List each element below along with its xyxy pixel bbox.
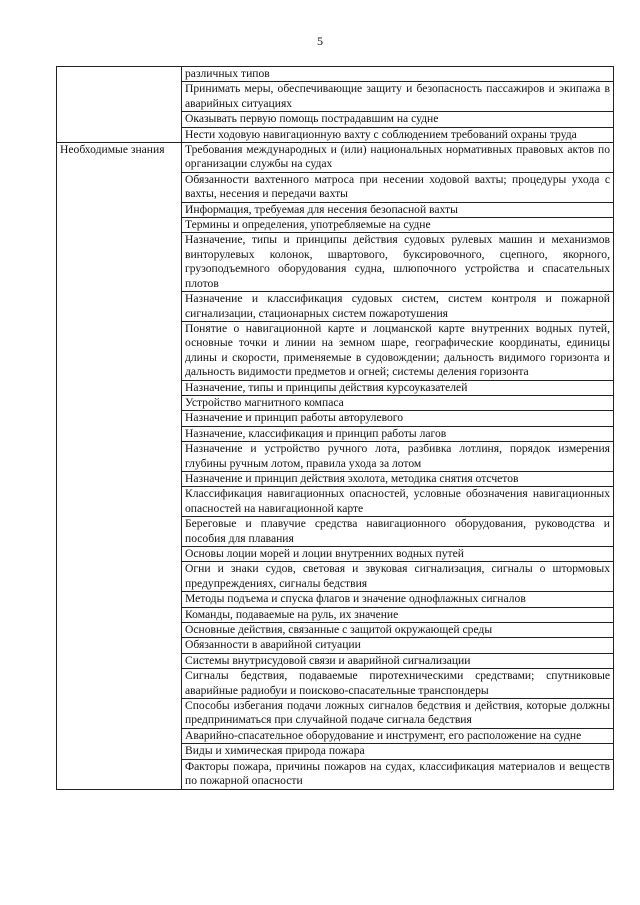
knowledge-item: Информация, требуемая для несения безопасной вахты — [182, 202, 614, 217]
table-row — [57, 67, 614, 82]
knowledge-item: Команды, подаваемые на руль, их значение — [182, 607, 614, 622]
section-label: Необходимые знания — [57, 143, 182, 789]
knowledge-item: Назначение, классификация и принцип работы лагов — [182, 426, 614, 441]
knowledge-item: Огни и знаки судов, световая и звуковая сигнализация, сигналы о штормовых предупреждениях, сигналы бедствия — [182, 562, 614, 592]
knowledge-item: Системы внутрисудовой связи и аварийной сигнализации — [182, 653, 614, 668]
knowledge-item: Назначение и устройство ручного лота, разбивка лотлиня, порядок измерения глубины ручным лотом, правила ухода за лотом — [182, 442, 614, 472]
knowledge-item: Виды и химическая природа пожара — [182, 744, 614, 759]
table-row — [57, 143, 614, 173]
knowledge-item: Методы подъема и спуска флагов и значение однофлажных сигналов — [182, 592, 614, 607]
requirements-table — [56, 66, 614, 790]
skill-item: Принимать меры, обеспечивающие защиту и безопасность пассажиров и экипажа в аварийных ситуациях — [182, 82, 614, 112]
skill-item: Оказывать первую помощь пострадавшим на судне — [182, 112, 614, 127]
knowledge-item: Назначение и принцип действия эхолота, методика снятия отсчетов — [182, 471, 614, 486]
knowledge-item: Основы лоции морей и лоции внутренних водных путей — [182, 547, 614, 562]
knowledge-item: Назначение, типы и принципы действия судовых рулевых машин и механизмов винторулевых колонок, швартового, буксировочного, сцепного, якорного, грузоподъемного оборудования судна, шлюпочного устройства и спасательных плотов — [182, 233, 614, 292]
knowledge-item: Факторы пожара, причины пожаров на судах, классификация материалов и веществ по пожарной опасности — [182, 759, 614, 789]
knowledge-item: Сигналы бедствия, подаваемые пиротехническими средствами; спутниковые аварийные радиобуи и поисково-спасательные транспондеры — [182, 669, 614, 699]
knowledge-item: Классификация навигационных опасностей, условные обозначения навигационных опасностей на навигационной карте — [182, 487, 614, 517]
knowledge-item: Основные действия, связанные с защитой окружающей среды — [182, 623, 614, 638]
knowledge-item: Способы избегания подачи ложных сигналов бедствия и действия, которые должны предприниматься при случайной подаче сигнала бедствия — [182, 699, 614, 729]
page-number: 5 — [317, 34, 323, 48]
knowledge-item: Аварийно-спасательное оборудование и инструмент, его расположение на судне — [182, 728, 614, 743]
knowledge-item: Требования международных и (или) национальных нормативных правовых актов по организации службы на судах — [182, 143, 614, 173]
knowledge-item: Термины и определения, употребляемые на судне — [182, 218, 614, 233]
knowledge-item: Назначение, типы и принципы действия курсоуказателей — [182, 380, 614, 395]
knowledge-item: Устройство магнитного компаса — [182, 395, 614, 410]
skill-item: различных типов — [182, 67, 614, 82]
knowledge-item: Обязанности вахтенного матроса при несении ходовой вахты; процедуры ухода с вахты, несения и передачи вахты — [182, 172, 614, 202]
empty-label-cell — [57, 67, 182, 143]
knowledge-item: Береговые и плавучие средства навигационного оборудования, руководства и пособия для плавания — [182, 517, 614, 547]
knowledge-item: Обязанности в аварийной ситуации — [182, 638, 614, 653]
knowledge-item: Назначение и классификация судовых систем, систем контроля и пожарной сигнализации, стационарных систем пожаротушения — [182, 292, 614, 322]
skill-item: Нести ходовую навигационную вахту с соблюдением требований охраны труда — [182, 127, 614, 142]
knowledge-item: Понятие о навигационной карте и лоцманской карте внутренних водных путей, основные точки и линии на земном шаре, географические координаты, единицы длины и скорости, применяемые в судовождении; дальность видимого горизонта и дальность видимости предметов и огней; системы деления горизонта — [182, 321, 614, 380]
knowledge-item: Назначение и принцип работы авторулевого — [182, 411, 614, 426]
